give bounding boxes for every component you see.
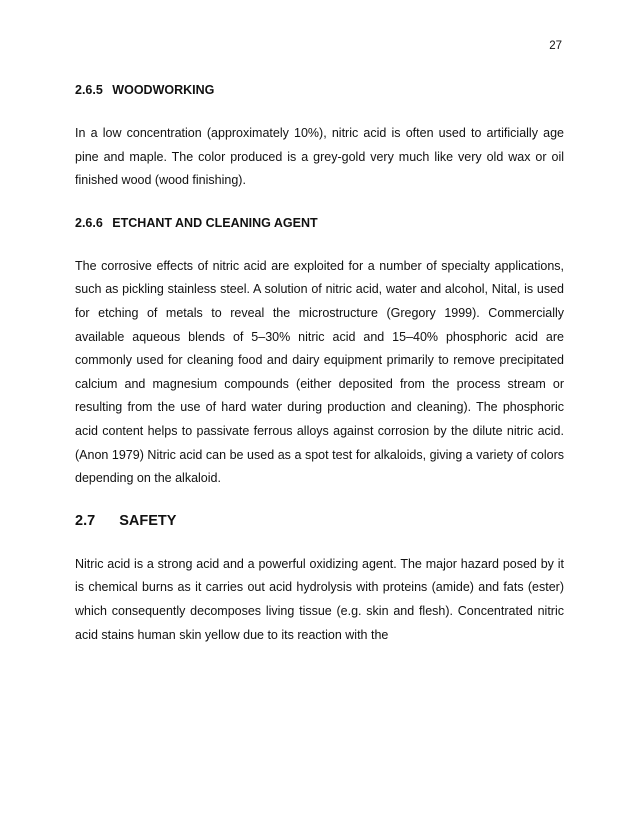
paragraph-etchant: The corrosive effects of nitric acid are exploited for a number of specialty applications, such as pickling stainless steel. A solution of nitric acid, water and alcohol, Nital, is used for etching of metals to reveal the microstructure (Gregory 1999). Commercially available aqueous blends of 5–30% nitric acid and 15–40% phosphoric acid are commonly used for cleaning food and dairy equipment primarily to remove precipitated calcium and magnesium compounds (either deposited from the process stream or resulting from the use of hard water during production and cleaning). The phosphoric acid content helps to passivate ferrous alloys against corrosion by the dilute nitric acid.(Anon 1979) Nitric acid can be used as a spot test for alkaloids, giving a variety of colors depending on the alkaloid. bbox=[75, 258, 564, 486]
section-number: 2.6.6 bbox=[75, 215, 103, 230]
section-title: SAFETY bbox=[119, 512, 177, 529]
page-number: 27 bbox=[549, 40, 562, 52]
section-heading-safety bbox=[75, 513, 564, 529]
section-title: WOODWORKING bbox=[112, 83, 215, 97]
section-heading-woodworking bbox=[75, 82, 564, 98]
page-content bbox=[75, 82, 564, 647]
section-number: 2.7 bbox=[75, 512, 96, 529]
section-title: ETCHANT AND CLEANING AGENT bbox=[112, 215, 318, 230]
section-heading-etchant bbox=[75, 215, 564, 231]
paragraph-woodworking: In a low concentration (approximately 10%), nitric acid is often used to artificially age pine and maple. The color produced is a grey-gold very much like very old wax or oil finished wood (wood finishing). bbox=[75, 126, 564, 188]
paragraph-safety: Nitric acid is a strong acid and a powerful oxidizing agent. The major hazard posed by it is chemical burns as it carries out acid hydrolysis with proteins (amide) and fats (ester) which consequently decomposes living tissue (e.g. skin and flesh). Concentrated nitric acid stains human skin yellow due to its reaction with the bbox=[75, 556, 564, 642]
section-number: 2.6.5 bbox=[75, 83, 103, 97]
